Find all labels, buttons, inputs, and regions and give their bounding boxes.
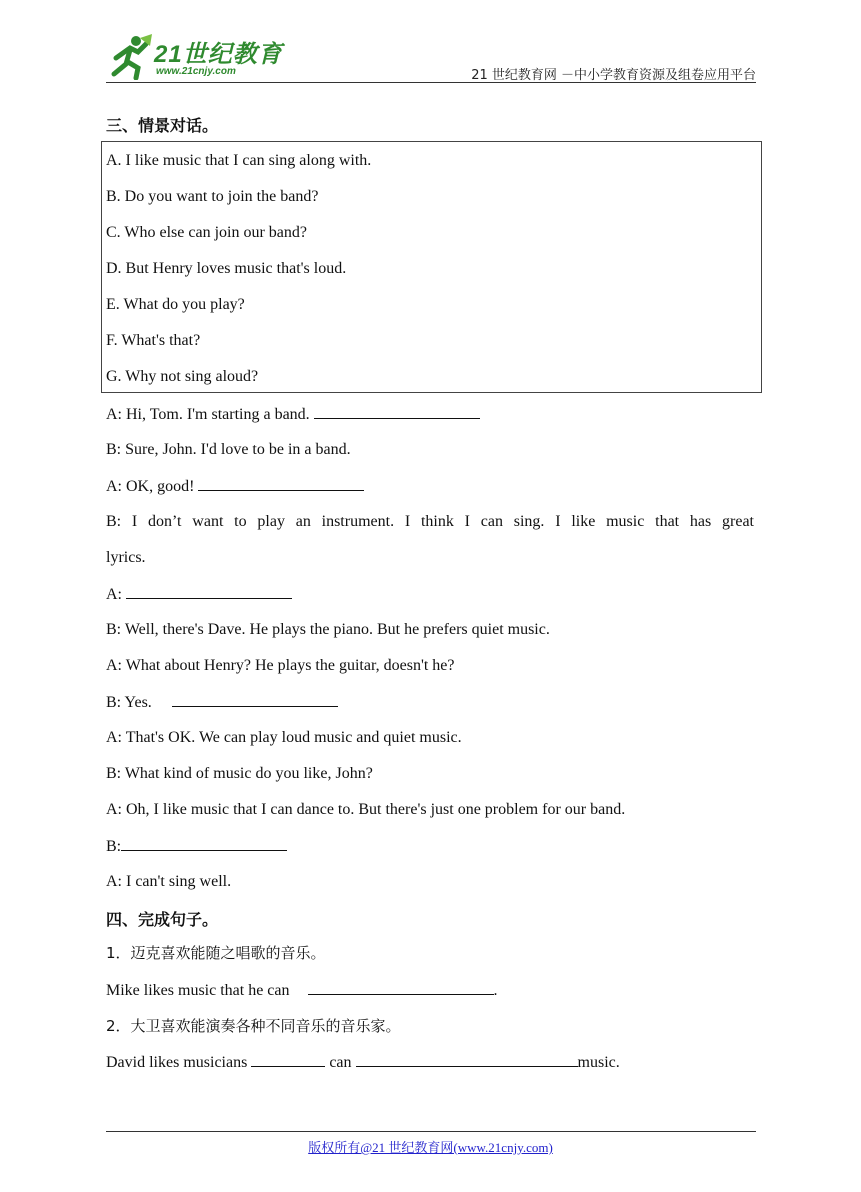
dialogue-line bbox=[106, 692, 338, 713]
answer-blank[interactable] bbox=[198, 476, 364, 491]
runner-logo-icon bbox=[106, 32, 154, 80]
option-g: G. Why not sing aloud? bbox=[106, 368, 259, 385]
answer-blank[interactable] bbox=[172, 692, 338, 707]
header-divider bbox=[106, 82, 756, 83]
dialogue-text: B: Yes. bbox=[106, 694, 152, 711]
dialogue-text: A: Hi, Tom. I'm starting a band. bbox=[106, 406, 310, 423]
dialogue-text: B: bbox=[106, 838, 122, 855]
answer-blank[interactable] bbox=[251, 1052, 325, 1067]
dialogue-line: B: Well, there's Dave. He plays the piano. But he prefers quiet music. bbox=[106, 621, 550, 638]
dialogue-line bbox=[106, 584, 292, 605]
option-d: D. But Henry loves music that's loud. bbox=[106, 260, 347, 277]
dialogue-line: lyrics. bbox=[106, 549, 146, 566]
sentence-text: David likes musicians bbox=[106, 1054, 248, 1071]
sentence-text: music. bbox=[577, 1054, 620, 1071]
option-c: C. Who else can join our band? bbox=[106, 224, 307, 241]
option-f: F. What's that? bbox=[106, 332, 201, 349]
question-1-english bbox=[106, 980, 498, 1001]
logo-url: www.21cnjy.com bbox=[156, 66, 236, 77]
dialogue-line bbox=[106, 404, 480, 425]
dialogue-text: A: bbox=[106, 586, 122, 603]
sentence-text: . bbox=[493, 982, 498, 999]
answer-blank[interactable] bbox=[356, 1052, 578, 1067]
dialogue-line: A: That's OK. We can play loud music and quiet music. bbox=[106, 729, 462, 746]
header-site-title: 21 世纪教育网 －中小学教育资源及组卷应用平台 bbox=[471, 68, 756, 83]
option-b: B. Do you want to join the band? bbox=[106, 188, 319, 205]
question-2-chinese: 2．大卫喜欢能演奏各种不同音乐的音乐家。 bbox=[106, 1017, 401, 1035]
copyright-link[interactable]: 版权所有@21 世纪教育网(www.21cnjy.com) bbox=[308, 1140, 553, 1155]
answer-blank[interactable] bbox=[121, 836, 287, 851]
option-a: A. I like music that I can sing along with. bbox=[106, 152, 372, 169]
question-2-english bbox=[106, 1052, 620, 1073]
dialogue-line: B: I don’t want to play an instrument. I think I can sing. I like music that has great bbox=[106, 513, 754, 530]
logo-text: 21世纪教育 bbox=[154, 41, 283, 68]
answer-blank[interactable] bbox=[314, 404, 480, 419]
question-1-chinese: 1．迈克喜欢能随之唱歌的音乐。 bbox=[106, 944, 326, 962]
sentence-text: Mike likes music that he can bbox=[106, 982, 290, 999]
answer-blank[interactable] bbox=[126, 584, 292, 599]
dialogue-line: B: Sure, John. I'd love to be in a band. bbox=[106, 441, 351, 458]
dialogue-line: A: Oh, I like music that I can dance to. But there's just one problem for our band. bbox=[106, 801, 626, 818]
site-logo bbox=[106, 32, 286, 82]
dialogue-line: A: What about Henry? He plays the guitar, doesn't he? bbox=[106, 657, 455, 674]
section-4-title: 四、完成句子。 bbox=[106, 910, 219, 929]
page-header bbox=[106, 30, 756, 86]
section-3-title: 三、情景对话。 bbox=[106, 116, 219, 135]
answer-blank[interactable] bbox=[308, 980, 494, 995]
dialogue-line bbox=[106, 836, 287, 857]
dialogue-text: A: OK, good! bbox=[106, 478, 195, 495]
dialogue-line bbox=[106, 476, 364, 497]
option-e: E. What do you play? bbox=[106, 296, 245, 313]
sentence-text: can bbox=[329, 1054, 352, 1071]
dialogue-line: A: I can't sing well. bbox=[106, 873, 232, 890]
dialogue-line: B: What kind of music do you like, John? bbox=[106, 765, 373, 782]
footer-divider bbox=[106, 1131, 756, 1132]
